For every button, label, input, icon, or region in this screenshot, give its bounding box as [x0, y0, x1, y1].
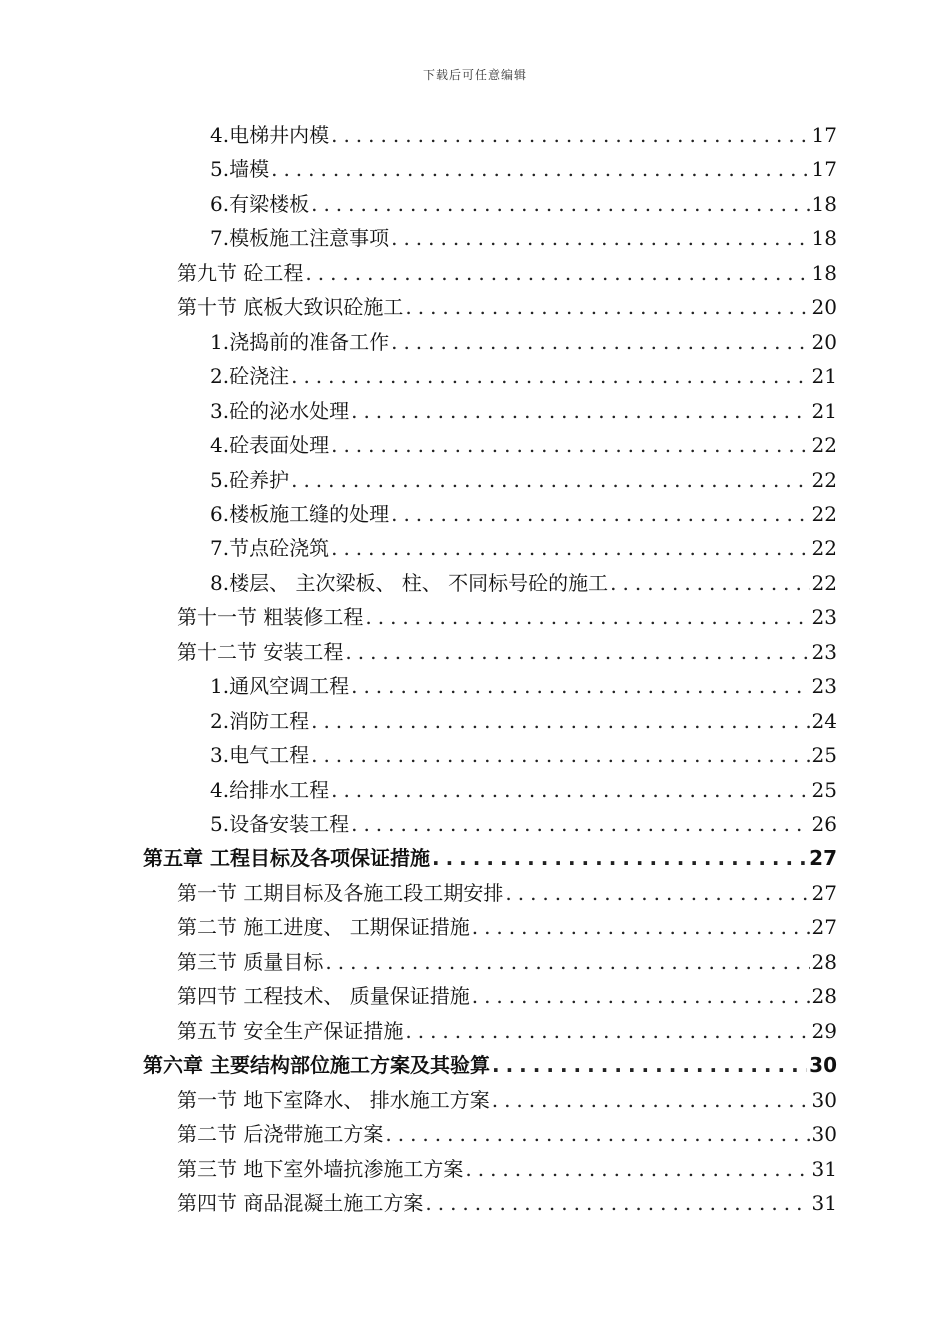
toc-page-number: 28	[811, 950, 837, 974]
toc-entry-number: 5.	[210, 468, 230, 492]
toc-page-number: 29	[811, 1019, 837, 1043]
toc-entry-title: 电梯井内模	[229, 123, 330, 147]
toc-entry-number: 1.	[210, 674, 230, 698]
toc-page-number: 27	[809, 846, 837, 870]
toc-entry-title: 节点砼浇筑	[229, 536, 330, 560]
toc-entry-title: 第四节 商品混凝土施工方案	[177, 1191, 424, 1215]
toc-page-number: 22	[811, 571, 837, 595]
toc-dot-leader	[492, 1083, 810, 1117]
toc-dot-leader	[610, 566, 809, 600]
toc-entry-title: 砼浇注	[229, 364, 290, 388]
toc-entry-title: 第二节 施工进度、 工期保证措施	[177, 915, 470, 939]
toc-entry-number: 5.	[210, 157, 230, 181]
toc-dot-leader	[425, 1186, 809, 1220]
toc-page-number: 22	[811, 468, 837, 492]
toc-dot-leader	[391, 221, 809, 255]
toc-entry-item[interactable]	[210, 221, 837, 255]
toc-entry-number: 4.	[210, 123, 230, 147]
toc-entry-chapter[interactable]	[143, 1048, 837, 1082]
toc-entry-section[interactable]	[177, 290, 837, 324]
toc-dot-leader	[305, 256, 809, 290]
toc-entry-title: 第五节 安全生产保证措施	[177, 1019, 404, 1043]
toc-dot-leader	[291, 359, 809, 393]
toc-dot-leader	[331, 773, 809, 807]
toc-page-number: 28	[811, 984, 837, 1008]
toc-entry-title: 第五章 工程目标及各项保证措施	[143, 846, 430, 870]
toc-entry-section[interactable]	[177, 1186, 837, 1220]
toc-dot-leader	[391, 325, 809, 359]
toc-dot-leader	[365, 600, 809, 634]
toc-entry-title: 给排水工程	[229, 778, 330, 802]
toc-page-number: 31	[811, 1191, 837, 1215]
toc-entry-title: 砼表面处理	[229, 433, 330, 457]
toc-entry-section[interactable]	[177, 910, 837, 944]
toc-page-number: 30	[809, 1053, 837, 1077]
page-header: 下载后可任意编辑	[422, 68, 527, 82]
toc-entry-item[interactable]	[210, 531, 837, 565]
toc-dot-leader	[345, 635, 809, 669]
toc-dot-leader	[331, 531, 809, 565]
toc-page-number: 31	[811, 1157, 837, 1181]
toc-entry-title: 第三节 地下室外墙抗渗施工方案	[177, 1157, 464, 1181]
toc-entry-section[interactable]	[177, 1117, 837, 1151]
toc-dot-leader	[331, 118, 809, 152]
toc-page-number: 22	[811, 433, 837, 457]
toc-entry-number: 4.	[210, 778, 230, 802]
toc-entry-item[interactable]	[210, 807, 837, 841]
toc-entry-number: 3.	[210, 743, 230, 767]
toc-entry-item[interactable]	[210, 463, 837, 497]
toc-page-number: 20	[811, 295, 837, 319]
toc-dot-leader	[351, 807, 809, 841]
toc-entry-item[interactable]	[210, 566, 837, 600]
toc-entry-title: 电气工程	[229, 743, 310, 767]
toc-entry-item[interactable]	[210, 704, 837, 738]
toc-dot-leader	[311, 738, 809, 772]
toc-entry-title: 第十一节 粗装修工程	[177, 605, 364, 629]
toc-dot-leader	[351, 394, 809, 428]
toc-entry-number: 6.	[210, 192, 230, 216]
toc-dot-leader	[325, 945, 809, 979]
toc-entry-title: 第六章 主要结构部位施工方案及其验算	[143, 1053, 490, 1077]
toc-entry-title: 第一节 地下室降水、 排水施工方案	[177, 1088, 490, 1112]
toc-page-number: 17	[811, 157, 837, 181]
toc-page-number: 23	[811, 640, 837, 664]
toc-page-number: 22	[811, 502, 837, 526]
toc-entry-section[interactable]	[177, 1152, 837, 1186]
toc-entry-title: 有梁楼板	[229, 192, 310, 216]
toc-dot-leader	[385, 1117, 809, 1151]
toc-page-number: 17	[811, 123, 837, 147]
toc-dot-leader	[271, 152, 809, 186]
toc-dot-leader	[492, 1048, 807, 1082]
toc-page-number: 27	[811, 881, 837, 905]
toc-entry-section[interactable]	[177, 600, 837, 634]
toc-entry-item[interactable]	[210, 325, 837, 359]
toc-entry-item[interactable]	[210, 394, 837, 428]
toc-page-number: 21	[811, 364, 837, 388]
toc-page-number: 18	[811, 261, 837, 285]
toc-page-number: 25	[811, 743, 837, 767]
toc-entry-number: 4.	[210, 433, 230, 457]
toc-dot-leader	[505, 876, 809, 910]
toc-entry-number: 1.	[210, 330, 230, 354]
toc-entry-title: 第一节 工期目标及各施工段工期安排	[177, 881, 504, 905]
toc-entry-title: 第九节 砼工程	[177, 261, 304, 285]
toc-dot-leader	[331, 428, 809, 462]
toc-entry-title: 通风空调工程	[229, 674, 350, 698]
toc-entry-number: 2.	[210, 364, 230, 388]
toc-page-number: 18	[811, 192, 837, 216]
toc-entry-item[interactable]	[210, 187, 837, 221]
toc-entry-number: 6.	[210, 502, 230, 526]
toc-page-number: 27	[811, 915, 837, 939]
toc-page-number: 23	[811, 674, 837, 698]
toc-page-number: 25	[811, 778, 837, 802]
toc-dot-leader	[465, 1152, 809, 1186]
toc-entry-number: 8.	[210, 571, 230, 595]
toc-page-number: 18	[811, 226, 837, 250]
toc-entry-title: 消防工程	[229, 709, 310, 733]
toc-entry-title: 砼的泌水处理	[229, 399, 350, 423]
toc-entry-title: 第十二节 安装工程	[177, 640, 344, 664]
toc-entry-item[interactable]	[210, 118, 837, 152]
toc-entry-section[interactable]	[177, 1014, 837, 1048]
toc-entry-title: 第三节 质量目标	[177, 950, 324, 974]
toc-page-number: 22	[811, 536, 837, 560]
toc-entry-title: 第十节 底板大致识砼施工	[177, 295, 404, 319]
toc-entry-title: 楼板施工缝的处理	[229, 502, 390, 526]
toc-entry-title: 模板施工注意事项	[229, 226, 390, 250]
toc-entry-number: 3.	[210, 399, 230, 423]
toc-page-number: 30	[811, 1088, 837, 1112]
toc-page-number: 20	[811, 330, 837, 354]
toc-page-number: 24	[811, 709, 837, 733]
toc-entry-chapter[interactable]	[143, 841, 837, 875]
toc-entry-title: 设备安装工程	[229, 812, 350, 836]
toc-entry-number: 5.	[210, 812, 230, 836]
toc-page-number: 30	[811, 1122, 837, 1146]
toc-entry-title: 墙模	[229, 157, 270, 181]
toc-entry-item[interactable]	[210, 497, 837, 531]
toc-page-number: 23	[811, 605, 837, 629]
toc-dot-leader	[311, 187, 809, 221]
toc-entry-title: 第二节 后浇带施工方案	[177, 1122, 384, 1146]
toc-dot-leader	[291, 463, 809, 497]
toc-page-number: 26	[811, 812, 837, 836]
toc-page-number: 21	[811, 399, 837, 423]
toc-dot-leader	[432, 841, 807, 875]
toc-entry-item[interactable]	[210, 773, 837, 807]
toc-entry-section[interactable]	[177, 979, 837, 1013]
toc-entry-item[interactable]	[210, 738, 837, 772]
toc-entry-section[interactable]	[177, 1083, 837, 1117]
toc-entry-item[interactable]	[210, 428, 837, 462]
toc-entry-number: 7.	[210, 226, 230, 250]
toc-entry-title: 砼养护	[229, 468, 290, 492]
toc-entry-section[interactable]	[177, 876, 837, 910]
toc-dot-leader	[351, 669, 809, 703]
toc-dot-leader	[472, 979, 810, 1013]
toc-entry-section[interactable]	[177, 945, 837, 979]
toc-entry-title: 浇捣前的准备工作	[229, 330, 390, 354]
toc-dot-leader	[391, 497, 809, 531]
toc-entry-item[interactable]	[210, 669, 837, 703]
toc-entry-title: 第四节 工程技术、 质量保证措施	[177, 984, 470, 1008]
toc-entry-section[interactable]	[177, 635, 837, 669]
toc-entry-number: 2.	[210, 709, 230, 733]
toc-dot-leader	[405, 290, 809, 324]
toc-dot-leader	[311, 704, 809, 738]
toc-dot-leader	[405, 1014, 809, 1048]
toc-entry-item[interactable]	[210, 152, 837, 186]
toc-entry-number: 7.	[210, 536, 230, 560]
toc-entry-title: 楼层、 主次梁板、 柱、 不同标号砼的施工	[229, 571, 609, 595]
toc-entry-item[interactable]	[210, 359, 837, 393]
toc-dot-leader	[472, 910, 810, 944]
toc-entry-section[interactable]	[177, 256, 837, 290]
